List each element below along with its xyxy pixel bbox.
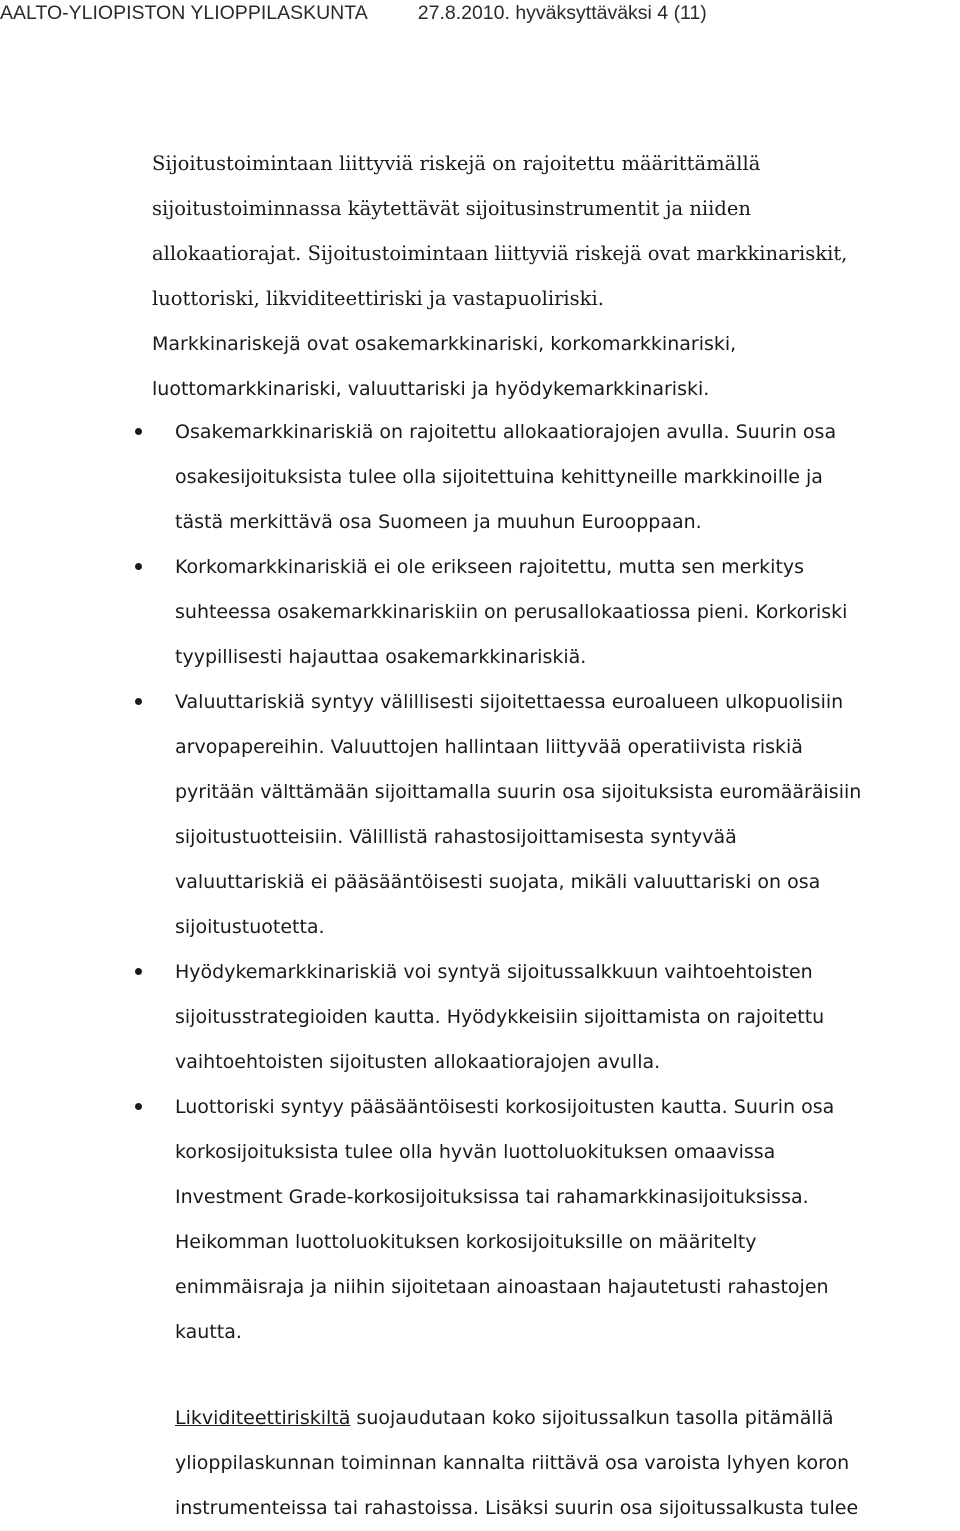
bullet-line: suhteessa osakemarkkinariskiin on perusallokaatiossa pieni. Korkoriski xyxy=(175,601,848,623)
bullet-line: osakesijoituksista tulee olla sijoitettuina kehittyneille markkinoille ja xyxy=(175,466,823,488)
organization-name: AALTO-YLIOPISTON YLIOPPILASKUNTA xyxy=(0,2,368,24)
bullet-line: tästä merkittävä osa Suomeen ja muuhun Eurooppaan. xyxy=(175,511,702,533)
bullet-line: korkosijoituksista tulee olla hyvän luottoluokituksen omaavissa xyxy=(175,1141,776,1163)
market-line: Markkinariskejä ovat osakemarkkinariski, korkomarkkinariski, xyxy=(152,333,737,355)
bullet-line: vaihtoehtoisten sijoitusten allokaatiorajojen avulla. xyxy=(175,1051,661,1073)
bullet-line: enimmäisraja ja niihin sijoitetaan ainoastaan hajautetusti rahastojen xyxy=(175,1276,829,1298)
bullet-credit-risk xyxy=(0,1085,861,1355)
bullet-line: sijoitustuotetta. xyxy=(175,916,325,938)
bullet-line: sijoitusstrategioiden kautta. Hyödykkeisiin sijoittamista on rajoitettu xyxy=(175,1006,825,1028)
bullet-line: Osakemarkkinariskiä on rajoitettu allokaatiorajojen avulla. Suurin osa xyxy=(175,421,837,443)
bullet-line: tyypillisesti hajauttaa osakemarkkinariskiä. xyxy=(175,646,587,668)
bullet-line: Luottoriski syntyy pääsääntöisesti korkosijoitusten kautta. Suurin osa xyxy=(175,1096,835,1118)
intro-paragraph xyxy=(152,141,847,321)
bullet-line: kautta. xyxy=(175,1321,242,1343)
bullet-line: valuuttariskiä ei pääsääntöisesti suojata, mikäli valuuttariski on osa xyxy=(175,871,821,893)
bullet-line: Korkomarkkinariskiä ei ole erikseen rajoitettu, mutta sen merkitys xyxy=(175,556,805,578)
date-status: 27.8.2010. hyväksyttäväksi 4 (11) xyxy=(417,2,707,24)
liquidity-term: Likviditeettiriskiltä xyxy=(175,1407,351,1429)
bullet-interest-risk xyxy=(0,545,861,680)
bullet-equity-risk xyxy=(0,410,861,545)
liquidity-line xyxy=(175,1396,858,1441)
bullet-line: Valuuttariskiä syntyy välillisesti sijoitettaessa euroalueen ulkopuolisiin xyxy=(175,691,844,713)
intro-line: Sijoitustoimintaan liittyviä riskejä on rajoitettu määrittämällä xyxy=(152,152,761,175)
bullet-dot-icon xyxy=(135,563,142,570)
bullet-dot-icon xyxy=(135,698,142,705)
bullet-commodity-risk xyxy=(0,950,861,1085)
liquidity-line: instrumenteissa tai rahastoissa. Lisäksi suurin osa sijoitussalkusta tulee xyxy=(175,1497,859,1519)
bullet-line: arvopapereihin. Valuuttojen hallintaan liittyvää operatiivista riskiä xyxy=(175,736,803,758)
bullet-line: Heikomman luottoluokituksen korkosijoituksille on määritelty xyxy=(175,1231,757,1253)
bullet-line: pyritään välttämään sijoittamalla suurin osa sijoituksista euromääräisiin xyxy=(175,781,862,803)
bullet-dot-icon xyxy=(135,968,142,975)
liquidity-line-rest: suojaudutaan koko sijoitussalkun tasolla pitämällä xyxy=(350,1407,834,1429)
intro-line: luottoriski, likviditeettiriski ja vastapuoliriski. xyxy=(152,287,604,310)
intro-line: sijoitustoiminnassa käytettävät sijoitusinstrumentit ja niiden xyxy=(152,197,751,220)
bullet-currency-risk xyxy=(0,680,861,950)
bullet-dot-icon xyxy=(135,1103,142,1110)
market-line: luottomarkkinariski, valuuttariski ja hyödykemarkkinariski. xyxy=(152,378,710,400)
bullet-dot-icon xyxy=(135,428,142,435)
bullet-line: sijoitustuotteisiin. Välillistä rahastosijoittamisesta syntyvää xyxy=(175,826,737,848)
liquidity-paragraph xyxy=(175,1396,858,1531)
bullet-line: Hyödykemarkkinariskiä voi syntyä sijoitussalkkuun vaihtoehtoisten xyxy=(175,961,813,983)
intro-line: allokaatiorajat. Sijoitustoimintaan liittyviä riskejä ovat markkinariskit, xyxy=(152,242,848,265)
risk-bullet-list xyxy=(0,410,861,1355)
page-header xyxy=(0,2,707,25)
liquidity-line: ylioppilaskunnan toiminnan kannalta riittävä osa varoista lyhyen koron xyxy=(175,1452,850,1474)
market-risk-paragraph xyxy=(152,322,736,412)
bullet-line: Investment Grade-korkosijoituksissa tai rahamarkkinasijoituksissa. xyxy=(175,1186,809,1208)
